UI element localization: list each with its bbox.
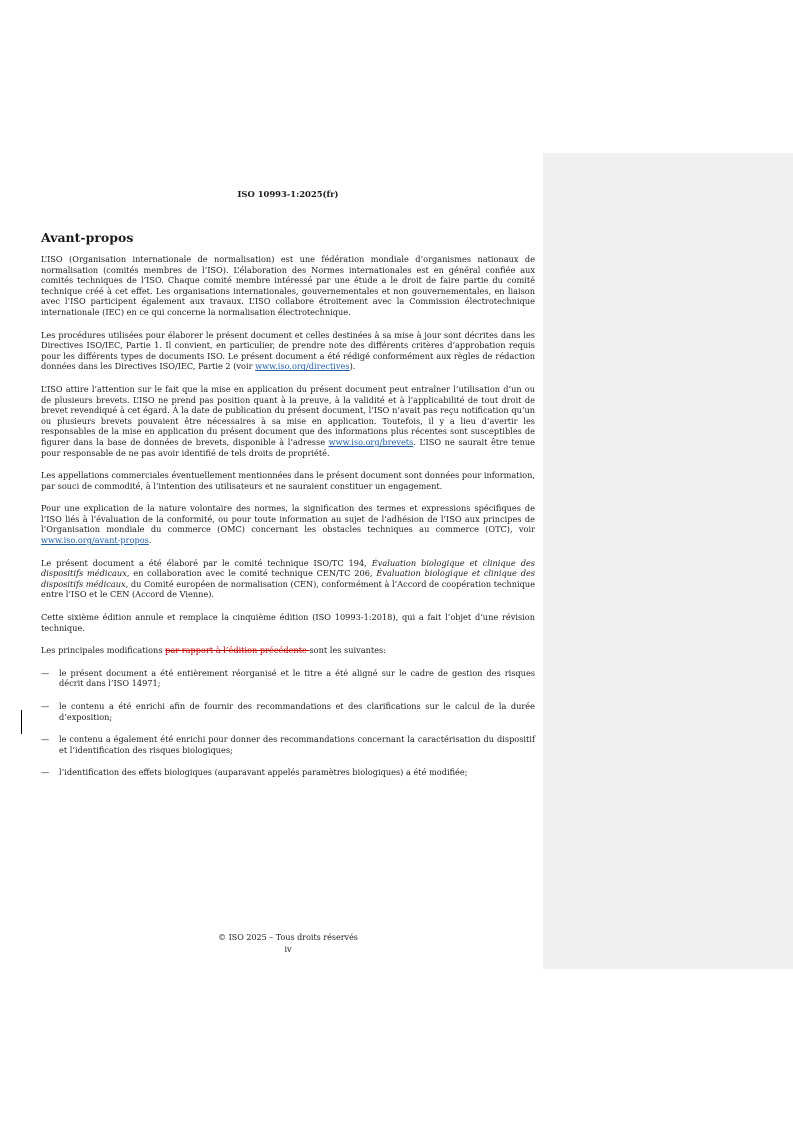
paragraph-text: Les procédures utilisées pour élaborer le présent document et celles destinées à sa mise à jour sont décrites dans les Directives ISO/IEC, Partie 1. Il convient, en particulier, de prendre note des différents critères d’approbation requis pour les différents types de documents ISO. Le présent document a été rédigé conformément aux règles de rédaction données dans les Directives ISO/IEC, Partie 2 (voir — [41, 329, 535, 372]
link-foreword[interactable]: www.iso.org/avant-propos — [41, 535, 149, 546]
list-item-text: le contenu a également été enrichi pour donner des recommandations concernant la caractérisation du dispositif et l’identification des risques biologiques; — [59, 734, 535, 755]
dash-bullet: — — [41, 667, 50, 678]
list-item — [41, 668, 535, 689]
list-item — [41, 767, 535, 778]
list-item-text: l’identification des effets biologiques (auparavant appelés paramètres biologiques) a été modifiée; — [59, 767, 468, 778]
paragraph-text: , en collaboration avec le comité technique CEN/TC 206, — [126, 568, 377, 579]
committee-title: Évaluation biologique et clinique des dispositifs médicaux — [41, 557, 535, 579]
paragraph-text: Le présent document a été élaboré par le comité technique ISO/TC 194, — [41, 557, 372, 568]
paragraph-committee — [41, 558, 535, 600]
dash-bullet: — — [41, 734, 50, 745]
committee-title: Évaluation biologique et clinique des dispositifs médicaux — [41, 568, 535, 589]
paragraph-trade-names: Les appellations commerciales éventuellement mentionnées dans le présent document sont données pour information, par souci de commodité, à l’intention des utilisateurs et ne sauraient constituer un engagement. — [41, 470, 535, 491]
list-item-text: le présent document a été entièrement réorganisé et le titre a été aligné sur le cadre de gestion des risques décrit dans l’ISO 14971; — [59, 667, 535, 689]
comment-pane — [543, 153, 793, 969]
list-item-text: le contenu a été enrichi afin de fournir des recommandations et des clarifications sur le calcul de la durée d’exposition; — [59, 701, 535, 722]
paragraph-text: . L’ISO ne saurait être tenue pour responsable de ne pas avoir identifié de tels droits de propriété. — [41, 436, 535, 458]
deleted-text: par rapport à l’édition précédente — [165, 645, 310, 656]
copyright-notice: © ISO 2025 – Tous droits réservés — [218, 933, 358, 942]
section-title: Avant-propos — [41, 230, 134, 245]
paragraph-edition: Cette sixième édition annule et remplace la cinquième édition (ISO 10993-1:2018), qui a fait l’objet d’une révision technique. — [41, 612, 535, 633]
paragraph-text: Les principales modifications — [41, 645, 166, 656]
paragraph-text: Pour une explication de la nature volontaire des normes, la signification des termes et expressions spécifiques de l’ISO liés à l’évaluation de la conformité, ou pour toute information au sujet de l’adhésion de l’ISO aux principes de l’Organisation mondiale du commerce (OMC) concernant les obstacles techniques au commerce (OTC), voir — [41, 503, 535, 535]
page-footer — [0, 932, 576, 956]
paragraph-voluntary-nature — [41, 503, 535, 545]
page-number: iv — [284, 945, 292, 954]
document-id-header: ISO 10993-1:2025(fr) — [237, 189, 339, 199]
paragraph-text: . — [148, 535, 152, 546]
paragraph-text: ). — [349, 361, 356, 372]
paragraph-patents — [41, 384, 535, 458]
paragraph-changes-intro — [41, 645, 535, 656]
dash-bullet: — — [41, 767, 50, 778]
change-bar — [21, 710, 22, 734]
paragraph-procedures — [41, 330, 535, 372]
paragraph-text: L’ISO attire l’attention sur le fait que la mise en application du présent document peut entraîner l’utilisation d’un ou de plusieurs brevets. L’ISO ne prend pas position quant à la preuve, à la validité et à l’applicabilité de tout droit de brevet revendiqué à cet égard. À la date de publication du présent document, l’ISO n’avait pas reçu notification qu’un ou plusieurs brevets pouvaient être nécessaires à sa mise en application. Toutefois, il y a lieu d’avertir les responsables de la mise en application du présent document que des informations plus récentes sont susceptibles de figurer dans la base de données de brevets, disponible à l’adresse — [41, 383, 535, 447]
foreword-section — [41, 230, 535, 790]
paragraph-text: sont les suivantes: — [309, 645, 386, 656]
link-patents[interactable]: www.iso.org/brevets — [328, 436, 414, 447]
link-directives[interactable]: www.iso.org/directives — [255, 361, 350, 372]
list-item — [41, 734, 535, 755]
dash-bullet: — — [41, 701, 50, 711]
paragraph-text: , du Comité européen de normalisation (CEN), conformément à l’Accord de coopération technique entre l’ISO et le CEN (Accord de Vienne). — [41, 578, 536, 600]
paragraph-iso-intro: L’ISO (Organisation internationale de normalisation) est une fédération mondiale d’organismes nationaux de normalisation (comités membres de l’ISO). L’élaboration des Normes internationales est en général confiée aux comités techniques de l’ISO. Chaque comité membre intéressé par une étude a le droit de faire partie du comité technique créé à cet effet. Les organisations internationales, gouvernementales et non gouvernementales, en liaison avec l’ISO participent également aux travaux. L’ISO collabore étroitement avec la Commission électrotechnique internationale (IEC) en ce qui concerne la normalisation électrotechnique. — [41, 254, 535, 317]
list-item — [41, 701, 535, 722]
